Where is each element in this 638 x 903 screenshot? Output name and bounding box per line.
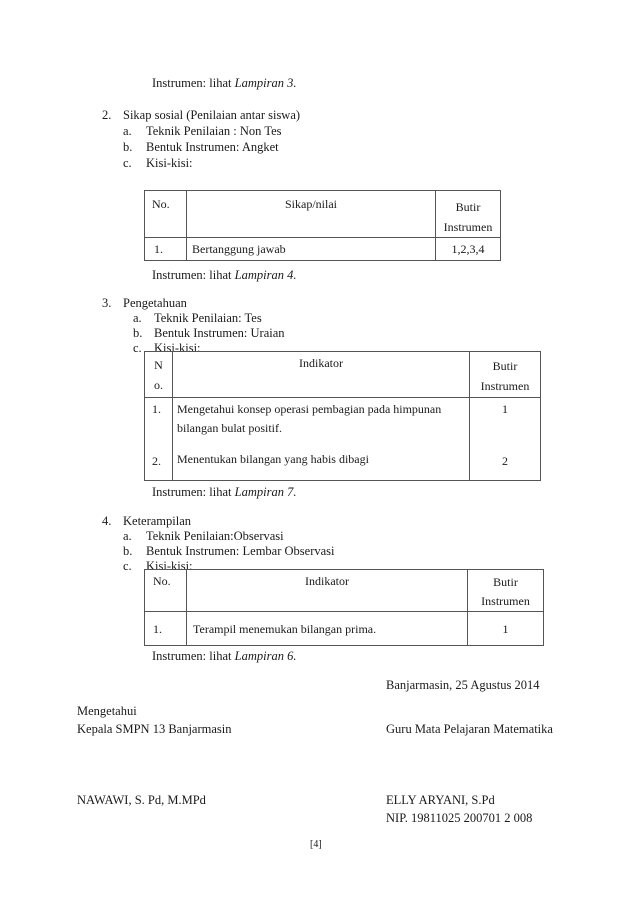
instrumen-label: Instrumen: lihat <box>152 268 235 282</box>
table-pengetahuan <box>144 351 541 481</box>
header-butir-line2: Instrumen <box>443 220 493 234</box>
right-signer-title: Guru Mata Pelajaran Matematika <box>386 722 553 736</box>
cell-no: 1. <box>145 238 187 261</box>
header-butir-line2: Instrumen <box>480 379 530 393</box>
header-indikator: Indikator <box>187 570 468 612</box>
row-1-indikator-line2: bilangan bulat positif. <box>177 421 282 435</box>
cell-sikap: Bertanggung jawab <box>187 238 436 261</box>
header-butir-line2: Instrumen <box>481 594 530 608</box>
cell-indikator: Terampil menemukan bilangan prima. <box>187 612 468 646</box>
right-signer-name: ELLY ARYANI, S.Pd <box>386 793 495 807</box>
instrumen-lampiran-4 <box>152 269 296 282</box>
row-2-no: 2. <box>152 454 161 468</box>
row-1-no: 1. <box>152 402 161 416</box>
instrumen-label: Instrumen: lihat <box>152 76 235 90</box>
section-3-item-b-letter: b. <box>133 326 143 340</box>
mengetahui-label: Mengetahui <box>77 704 137 718</box>
row-1-indikator-line1: Mengetahui konsep operasi pembagian pada himpunan <box>177 402 442 416</box>
section-2-item-c: Kisi-kisi: <box>146 156 193 170</box>
table-header-row <box>145 570 544 612</box>
section-3-item-c-letter: c. <box>133 341 142 355</box>
cell-no <box>145 398 173 481</box>
header-butir <box>468 570 544 612</box>
section-4-item-c-letter: c. <box>123 559 132 573</box>
header-no: No. <box>145 191 187 238</box>
section-4-title: Keterampilan <box>123 514 192 528</box>
header-butir-line1: Butir <box>492 359 518 373</box>
table-row <box>145 612 544 646</box>
cell-butir: 1 <box>468 612 544 646</box>
section-3-item-a: Teknik Penilaian: Tes <box>154 311 262 325</box>
table-keterampilan <box>144 569 544 646</box>
section-2-item-c-letter: c. <box>123 156 132 170</box>
lampiran-ref: Lampiran 4. <box>234 268 297 282</box>
section-2-item-a-letter: a. <box>123 124 132 138</box>
row-1-butir: 1 <box>502 402 508 416</box>
instrumen-lampiran-3 <box>152 77 296 90</box>
lampiran-ref: Lampiran 6. <box>234 649 297 663</box>
left-signer-name: NAWAWI, S. Pd, M.MPd <box>77 793 206 807</box>
row-2-butir: 2 <box>502 454 508 468</box>
table-row <box>145 238 501 261</box>
header-no-line2: o. <box>154 378 163 392</box>
section-4-item-a: Teknik Penilaian:Observasi <box>146 529 284 543</box>
cell-no: 1. <box>145 612 187 646</box>
cell-butir: 1,2,3,4 <box>436 238 501 261</box>
section-4-item-b-letter: b. <box>123 544 133 558</box>
section-2-number: 2. <box>102 108 112 122</box>
instrumen-lampiran-7 <box>152 486 296 499</box>
section-2-item-b-letter: b. <box>123 140 133 154</box>
section-2-item-b: Bentuk Instrumen: Angket <box>146 140 279 154</box>
header-butir <box>436 191 501 238</box>
instrumen-lampiran-6 <box>152 650 296 663</box>
section-3-item-c: Kisi-kisi: <box>154 341 201 355</box>
instrumen-label: Instrumen: lihat <box>152 485 235 499</box>
right-signer-nip: NIP. 19811025 200701 2 008 <box>386 811 533 825</box>
header-indikator: Indikator <box>173 352 470 398</box>
header-butir-line1: Butir <box>455 200 481 214</box>
place-date: Banjarmasin, 25 Agustus 2014 <box>386 678 540 692</box>
header-butir-line1: Butir <box>493 575 518 589</box>
section-4-number: 4. <box>102 514 112 528</box>
page-number: [4] <box>310 839 322 850</box>
header-no <box>145 352 173 398</box>
section-3-title: Pengetahuan <box>123 296 187 310</box>
header-no: No. <box>145 570 187 612</box>
header-no-line1: N <box>154 358 163 372</box>
section-4-item-c: Kisi-kisi: <box>146 559 193 573</box>
row-2-indikator: Menentukan bilangan yang habis dibagi <box>177 452 369 466</box>
instrumen-label: Instrumen: lihat <box>152 649 235 663</box>
table-header-row <box>145 352 541 398</box>
section-2-item-a: Teknik Penilaian : Non Tes <box>146 124 282 138</box>
table-row <box>145 398 541 481</box>
table-sikap <box>144 190 501 261</box>
table-header-row <box>145 191 501 238</box>
header-sikap: Sikap/nilai <box>187 191 436 238</box>
section-3-number: 3. <box>102 296 112 310</box>
header-butir <box>470 352 541 398</box>
lampiran-ref: Lampiran 7. <box>234 485 297 499</box>
cell-indikator <box>173 398 470 481</box>
section-3-item-b: Bentuk Instrumen: Uraian <box>154 326 285 340</box>
section-2-title: Sikap sosial (Penilaian antar siswa) <box>123 108 301 122</box>
section-3-item-a-letter: a. <box>133 311 142 325</box>
left-signer-title: Kepala SMPN 13 Banjarmasin <box>77 722 232 736</box>
lampiran-ref: Lampiran 3. <box>234 76 297 90</box>
cell-butir <box>470 398 541 481</box>
section-4-item-a-letter: a. <box>123 529 132 543</box>
section-4-item-b: Bentuk Instrumen: Lembar Observasi <box>146 544 335 558</box>
